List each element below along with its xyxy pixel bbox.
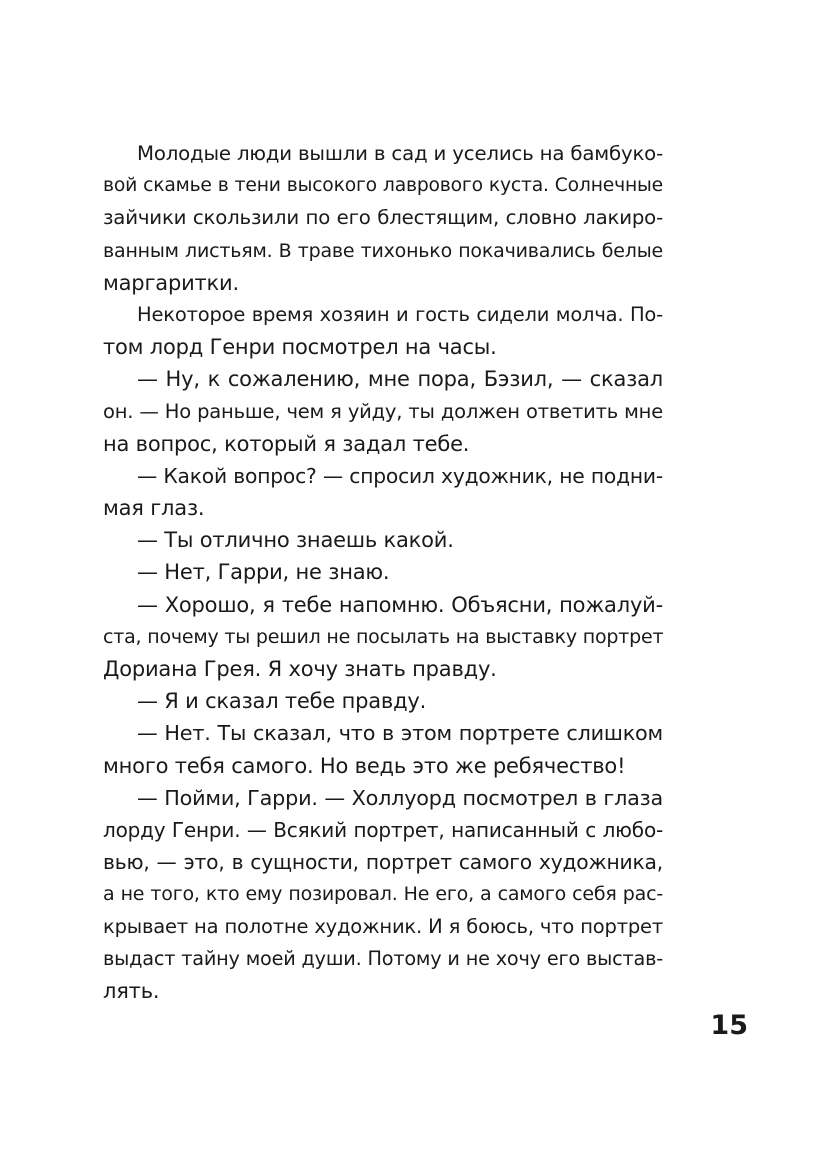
text-line: мая глаз.: [103, 496, 205, 521]
text-line: — Нет, Гарри, не знаю.: [137, 560, 390, 585]
text-line: много тебя самого. Но ведь это же ребячество!: [103, 753, 626, 778]
text-line: — Ты отлично знаешь какой.: [137, 528, 454, 553]
text-line: маргаритки.: [103, 270, 239, 295]
text-line: зайчики скользили по его блестящим, словно лакиро-: [103, 206, 663, 230]
text-line: на вопрос, который я задал тебе.: [103, 431, 470, 456]
text-line: выдаст тайну моей души. Потому и не хочу его выстав-: [103, 946, 663, 970]
text-line: лять.: [103, 978, 160, 1003]
text-line: крывает на полотне художник. И я боюсь, что портрет: [103, 914, 663, 938]
text-line: он. — Но раньше, чем я уйду, ты должен ответить мне: [103, 399, 663, 423]
page-number: 15: [710, 1010, 748, 1041]
text-line: — Пойми, Гарри. — Холлуорд посмотрел в глаза: [137, 785, 663, 810]
text-line: — Ну, к сожалению, мне пора, Бэзил, — сказал: [137, 367, 663, 392]
text-line: лорду Генри. — Всякий портрет, написанный с любо-: [103, 817, 663, 842]
text-line: — Какой вопрос? — спросил художник, не подни-: [137, 463, 663, 488]
text-line: Молодые люди вышли в сад и уселись на бамбуко-: [137, 142, 663, 165]
text-line: вой скамье в тени высокого лаврового куста. Солнечные: [103, 175, 663, 197]
text-line: — Хорошо, я тебе напомню. Объясни, пожалуй-: [137, 592, 663, 617]
text-line: ванным листьям. В траве тихонько покачивались белые: [103, 239, 663, 262]
text-line: — Я и сказал тебе правду.: [137, 689, 427, 714]
text-line: — Нет. Ты сказал, что в этом портрете слишком: [137, 721, 663, 746]
body-text: [103, 138, 663, 1007]
text-line: Дориана Грея. Я хочу знать правду.: [103, 657, 497, 681]
text-line: вью, — это, в сущности, портрет самого художника,: [103, 850, 663, 875]
text-line: том лорд Генри посмотрел на часы.: [103, 335, 497, 360]
text-line: Некоторое время хозяин и гость сидели молча. По-: [137, 302, 663, 326]
text-line: а не того, кто ему позировал. Не его, а самого себя рас-: [103, 883, 663, 906]
text-line: ста, почему ты решил не посылать на выставку портрет: [103, 625, 664, 648]
